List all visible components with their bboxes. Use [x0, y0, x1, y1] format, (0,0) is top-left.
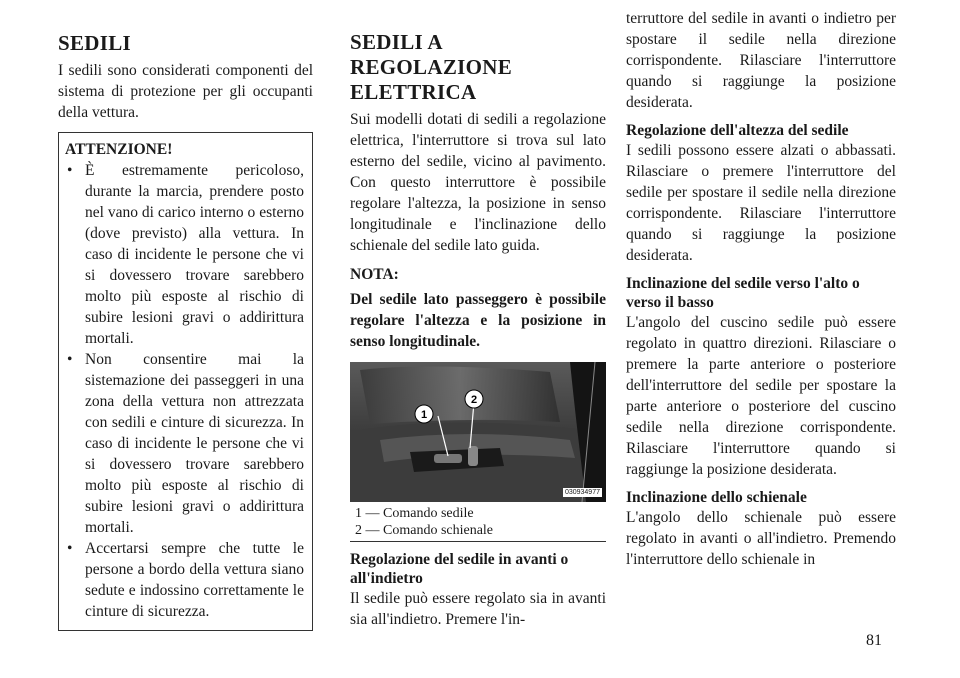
warning-box: [58, 132, 313, 631]
warning-item: • Non consentire mai la sistemazione dei passeggeri in una zona della vettura non attrezzata con sedili e cinture di sicurezza. In caso di incidente le persone che vi si dovessero trovare sarebbero molto più esposte al rischio di subire lesioni gravi o addirittura mortali.: [65, 349, 304, 538]
subsection-recline-text: L'angolo dello schienale può essere regolato in avanti o all'indietro. Premendo l'interruttore dello schienale in: [626, 509, 896, 568]
warning-item: • È estremamente pericoloso, durante la marcia, prendere posto nel vano di carico interno o esterno (dove previsto) alla vettura. In caso di incidente le persone che vi si dovessero trovare sarebbero molto più esposte al rischio di subire lesioni gravi o addirittura mortali.: [65, 160, 304, 349]
intro-paragraph: I sedili sono considerati componenti del sistema di protezione per gli occupanti della vettura.: [58, 62, 313, 121]
section-title-sedili: SEDILI: [58, 31, 132, 55]
power-seats-paragraph: Sui modelli dotati di sedili a regolazione elettrica, l'interruttore si trova sul lato esterno del sedile, vicino al pavimento. Con questo interruttore è possibile regolare l'altezza, la posizione in senso longitudinale e l'inclinazione dello schienale del sedile lato guida.: [350, 111, 606, 254]
figure-callout-1: 1: [420, 409, 428, 421]
column-middle: [350, 30, 606, 630]
seat-controls-figure: [350, 362, 606, 502]
subsection-height-text: I sedili possono essere alzati o abbassati. Rilasciare o premere l'interruttore del sedile per spostare il sedile nella direzione corrispondente. Rilasciare l'interruttore quando si raggiunge la posizione desiderata.: [626, 142, 896, 264]
subsection-title-fore-aft: Regolazione del sedile in avanti o all'indietro: [350, 551, 569, 587]
figure-caption: [350, 505, 606, 542]
subsection-fore-aft-text: Il sedile può essere regolato sia in avanti sia all'indietro. Premere l'in-: [350, 590, 606, 628]
column-right: [626, 8, 896, 570]
figure-id: 030934977: [564, 489, 600, 496]
subsection-tilt-text: L'angolo del cuscino sedile può essere regolato in quattro direzioni. Rilasciare o premere la parte anteriore o posteriore dell'interruttore del sedile per spostare la parte anteriore o posteriore del cuscino sedile nella direzione corrispondente. Rilasciare l'interruttore quando si raggiunge la posizione desiderata.: [626, 314, 896, 478]
page-number: 81: [866, 632, 882, 649]
column-left: [58, 30, 313, 631]
subsection-title-tilt: Inclinazione del sedile verso l'alto o verso il basso: [626, 275, 860, 311]
warning-item: • Accertarsi sempre che tutte le persone a bordo della vettura siano sedute e indossino correttamente le cinture di sicurezza.: [65, 538, 304, 622]
caption-line-1: 1 — Comando sedile: [355, 506, 474, 521]
figure-callout-2: 2: [470, 394, 478, 406]
warning-list: [65, 160, 304, 622]
note-label: NOTA:: [350, 266, 399, 283]
caption-line-2: 2 — Comando schienale: [355, 523, 494, 538]
note-text: Del sedile lato passeggero è possibile regolare l'altezza e la posizione in senso longitudinale.: [350, 291, 606, 350]
warning-title: ATTENZIONE!: [65, 141, 173, 158]
subsection-title-recline: Inclinazione dello schienale: [626, 489, 807, 506]
continued-paragraph: terruttore del sedile in avanti o indietro per spostare il sedile nella direzione corrispondente. Rilasciare l'interruttore quando si raggiunge la posizione desiderata.: [626, 10, 896, 111]
section-title-power-seats: SEDILI A REGOLAZIONE ELETTRICA: [350, 30, 512, 104]
subsection-title-height: Regolazione dell'altezza del sedile: [626, 122, 849, 139]
seat-controls-illustration: [350, 362, 606, 502]
